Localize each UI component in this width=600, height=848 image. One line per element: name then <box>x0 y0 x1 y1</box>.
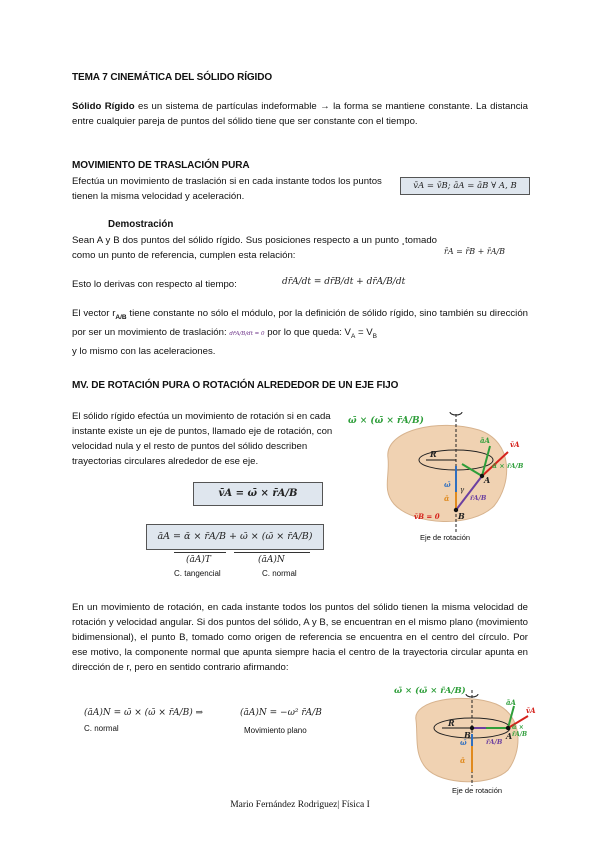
plane-figure-label-r: R <box>448 718 455 728</box>
rotation-heading: MV. DE ROTACIÓN PURA O ROTACIÓN ALREDEDOR DE UN EJE FIJO <box>72 380 399 391</box>
translation-heading: MOVIMIENTO DE TRASLACIÓN PURA <box>72 160 250 171</box>
translation-text: Efectúa un movimiento de traslación si en cada instante todos los puntos tienen la misma velocidad y aceleración. <box>72 176 382 202</box>
intro-text: es un sistema de partículas indeformable → la forma se mantiene constante. La distancia entre cualquier pareja de puntos del sólido tiene que ser constante con el tiempo. <box>72 101 528 127</box>
tangential-label: C. tangencial <box>174 569 221 578</box>
figure-label-va: v̄A <box>510 440 520 449</box>
conclusion-part-5: y lo mismo con las aceleraciones. <box>72 345 216 357</box>
rotation-arrow <box>450 412 462 415</box>
figure-top-label: ω̄ × (ω̄ × r̄A/B) <box>348 416 424 426</box>
figure-label-gamma: γ <box>460 486 465 494</box>
plane-figure-label-a: A <box>506 731 513 741</box>
figure-label-r: R <box>430 449 437 459</box>
conclusion-part-1: El vector r <box>72 308 116 319</box>
figure-label-alpha: ᾱ <box>444 494 450 503</box>
figure-label-aa: āA <box>480 436 490 445</box>
plane-figure-label-b: B <box>464 730 471 740</box>
derive-formula: dr̄A/dt = dr̄B/dt + dr̄A/B/dt <box>282 277 406 287</box>
rotation-text: El sólido rígido efectúa un movimiento de rotación si en cada instante existe un eje de puntos, llamado eje de rotación, con velocidad nula y el resto de puntos del sólido describen trayectorias circulares alrededor de ese eje. <box>72 411 333 467</box>
normal-formula: (āA)N = ω̄ × (ω̄ × r̄A/B) ⇒ <box>84 708 204 718</box>
figure-label-rab: r̄A/B <box>470 494 487 502</box>
tangential-brace <box>174 552 226 553</box>
rotation-paragraph-2: En un movimiento de rotación, en cada instante todos los puntos del sólido tienen la misma velocidad de rotación y velocidad angular. Si dos puntos del sólido, A y B, se encuentran en el mismo plano (movimiento bidimensional), el punto B, tomado como origen de referencia se encuentra en el centro del círculo. Por ese motivo, la componente normal que apunta siempre hacia el centro de la trayectoria circular apunta en dirección de r, pero en sentido contrario afirmando: <box>72 602 528 673</box>
figure-label-vb: v̄B = 0̄ <box>414 512 440 521</box>
conclusion-sub-b: B <box>372 332 377 340</box>
plane-formula-label: Movimiento plano <box>244 726 307 735</box>
figure-axis-label: Eje de rotación <box>420 533 471 542</box>
normal-formula-label: C. normal <box>84 724 119 733</box>
normal-component: (āA)N <box>258 555 285 565</box>
translation-formula-box: v̄A = v̄B; āA = āB ∀ A, B <box>400 177 530 195</box>
plane-point-a <box>506 726 510 730</box>
velocity-formula-box: v̄A = ω̄ × r̄A/B <box>193 482 323 506</box>
plane-figure-axis-label: Eje de rotación <box>452 786 503 795</box>
derive-text: Esto lo derivas con respecto al tiempo: <box>72 279 237 290</box>
conclusion-part-4: = V <box>355 326 373 338</box>
plane-figure-label-va: v̄A <box>526 706 536 715</box>
plane-figure-label-rab: r̄A/B <box>486 738 503 746</box>
figure-label-b: B <box>458 511 465 521</box>
plane-figure-label-alpha: ᾱ <box>460 756 466 765</box>
figure-label-a: A <box>484 475 491 485</box>
figure-label-alpha-r: ᾱ × r̄A/B <box>492 462 524 470</box>
conclusion-sub-a: A <box>350 332 356 340</box>
normal-label: C. normal <box>262 569 297 578</box>
intro-term: Sólido Rígido <box>72 101 135 112</box>
demo-text: Sean A y B dos puntos del sólido rígido. Sus posiciones respecto a un punto ¸tomado como un punto de referencia, cumplen esta relación: <box>72 235 437 261</box>
intro-paragraph <box>72 99 528 129</box>
conclusion-mini-formula: dr̄A/B/dt = 0 <box>229 330 265 337</box>
plane-rotation-figure <box>372 680 538 798</box>
conclusion-subscript: A/B <box>115 313 127 321</box>
page-footer: Mario Fernández Rodriguez| Física I <box>230 800 370 810</box>
page-title: TEMA 7 CINEMÁTICA DEL SÓLIDO RÍGIDO <box>72 72 273 83</box>
translation-conclusion <box>72 306 528 359</box>
position-formula: r̄A = r̄B + r̄A/B <box>444 247 506 256</box>
rotation-figure <box>344 400 536 548</box>
plane-figure-label-alpha-r: ᾱ × r̄A/B <box>512 724 528 738</box>
demo-heading: Demostración <box>108 219 174 230</box>
plane-figure-label-aa: āA <box>506 698 516 707</box>
normal-brace <box>234 552 310 553</box>
acceleration-formula-box: āA = ᾱ × r̄A/B + ω̄ × (ω̄ × r̄A/B) <box>146 524 324 550</box>
conclusion-part-3: por lo que queda: V <box>264 326 351 338</box>
tangential-component: (āA)T <box>186 555 211 565</box>
conclusion-part-2: tiene constante no sólo el módulo, por la definición de sólido rígido, sino también su dirección por ser un movimiento de traslación: <box>72 308 528 338</box>
plane-figure-top-label: ω̄ × (ω̄ × r̄A/B) <box>394 686 466 696</box>
figure-label-omega: ω̄ <box>444 480 451 489</box>
plane-figure-label-omega: ω̄ <box>460 738 467 747</box>
plane-formula: (āA)N = −ω² r̄A/B <box>240 708 322 718</box>
